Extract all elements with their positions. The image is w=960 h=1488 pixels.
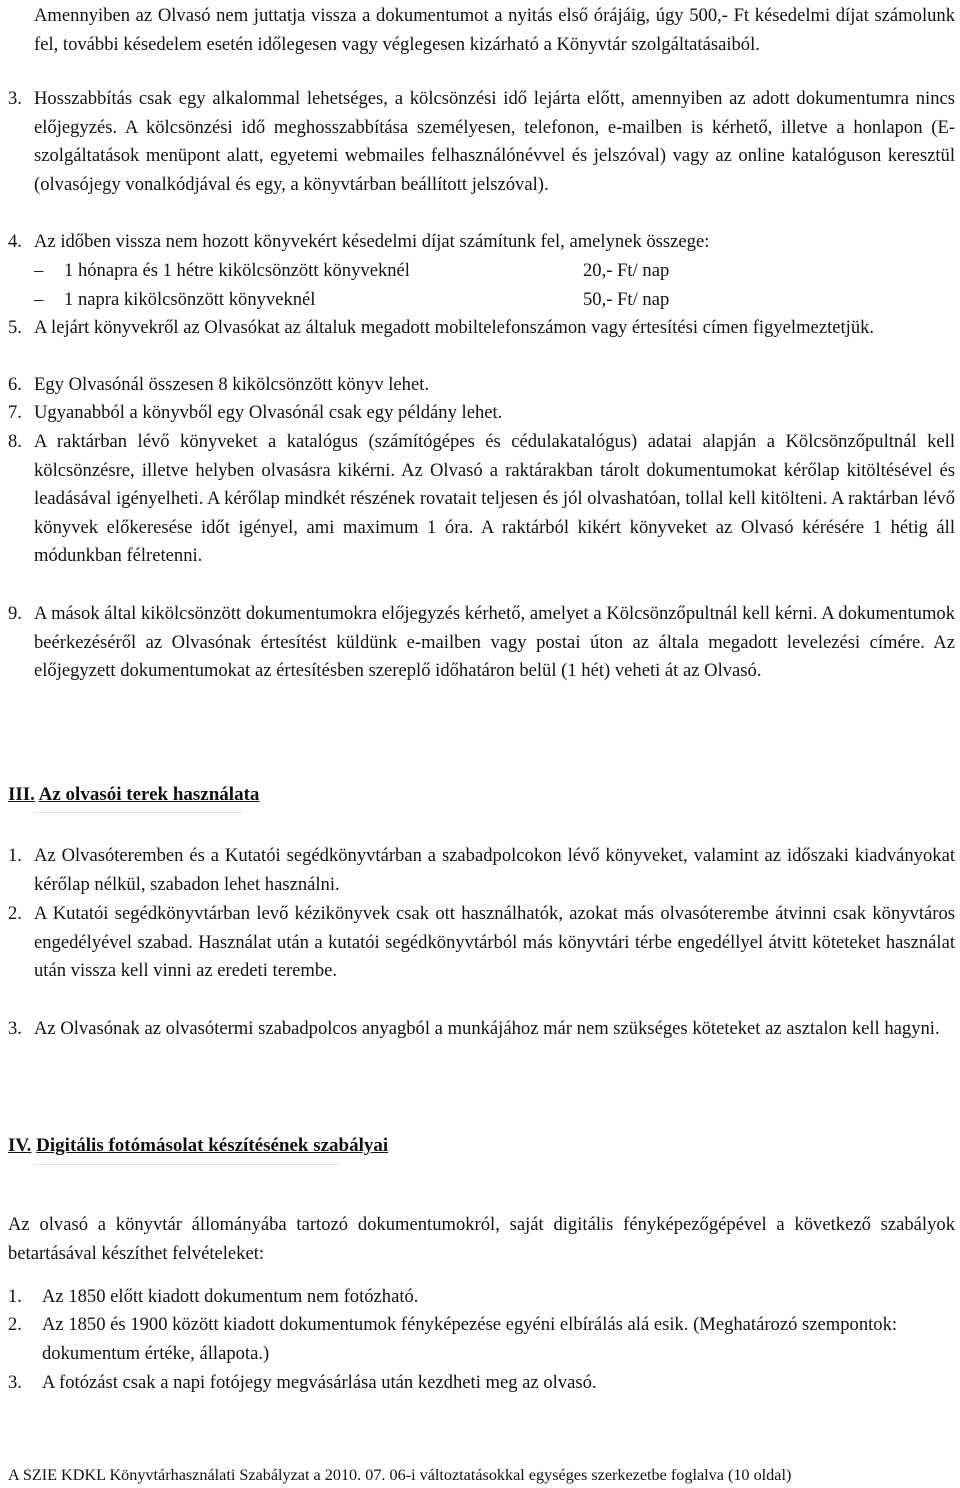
- item-text: A Kutatói segédkönyvtárban levő kézikönyvek csak ott használhatók, azokat más olvasóterembe átvinni csak könyvtáros engedélyével szabad. Használat után a kutatói segédkönyvtárból más könyvtári térbe engedéllyel átvitt köteteket használat után vissza kell vinni az eredeti terembe.: [34, 903, 955, 981]
- item-text: Az időben vissza nem hozott könyvekért késedelmi díjat számítunk fel, amelynek összege:: [34, 231, 710, 252]
- rule-item: [8, 600, 955, 686]
- heading-rule: [34, 812, 242, 813]
- rule-item: [8, 399, 955, 428]
- list-item: [8, 900, 955, 986]
- section-title: Digitális fotómásolat készítésének szabályai: [36, 1135, 389, 1156]
- section-intro: [8, 1211, 955, 1268]
- list-item: [8, 1015, 955, 1044]
- fee-row: [34, 286, 734, 314]
- fee-label: 1 napra kikölcsönzött könyveknél: [64, 289, 316, 310]
- fee-amount: 50,- Ft/ nap: [583, 289, 670, 310]
- item-number: 7.: [8, 402, 22, 423]
- list-item: [8, 1311, 955, 1368]
- list-item: [8, 842, 955, 899]
- item-text: A raktárban lévő könyveket a katalógus (számítógépes és cédulakatalógus) adatai alapján a Kölcsönzőpultnál kell kölcsönzésre, illetve helyben olvasásra kikérni. Az Olvasó a raktárakban tárolt dokumentumokat kérőlap kitöltésével és leadásával igényelheti. A kérőlap mindkét részének rovatait teljesen és jól olvashatóan, tollal kell kitölteni. A raktárban lévő könyvek előkeresése időt igényel, ami maximum 1 óra. A raktárból kikért könyveket az Olvasó kérésére 1 hétig áll módunkban félretenni.: [34, 431, 955, 566]
- item-text: A lejárt könyvekről az Olvasókat az általuk megadott mobiltelefonszámon vagy értesítési címen figyelmeztetjük.: [34, 317, 875, 338]
- item-text: A mások által kikölcsönzött dokumentumokra előjegyzés kérhető, amelyet a Kölcsönzőpultnál kell kérni. A dokumentumok beérkezéséről az Olvasónak értesítést küldünk e-mailben vagy postai úton az általa megadott levelezési címére. Az előjegyzett dokumentumokat az értesítésben szereplő időhatáron belül (1 hét) veheti át az Olvasó.: [34, 603, 955, 681]
- item-number: 3.: [8, 1372, 22, 1393]
- item-number: 6.: [8, 374, 22, 395]
- item-text: Az 1850 előtt kiadott dokumentum nem fotózható.: [42, 1286, 419, 1307]
- item-text: A fotózást csak a napi fotójegy megvásárlása után kezdheti meg az olvasó.: [42, 1372, 597, 1393]
- item-number: 8.: [8, 431, 22, 452]
- item-number: 2.: [8, 1314, 22, 1335]
- item-number: 5.: [8, 317, 22, 338]
- item-text: Egy Olvasónál összesen 8 kikölcsönzött könyv lehet.: [34, 374, 430, 395]
- rule-item: [8, 85, 955, 199]
- item-text: Ugyanabból a könyvből egy Olvasónál csak egy példány lehet.: [34, 402, 503, 423]
- rule-item: [8, 228, 955, 257]
- item-number: 3.: [8, 88, 22, 109]
- section-title: Az olvasói terek használata: [38, 784, 260, 805]
- item-text: Az Olvasóteremben és a Kutatói segédkönyvtárban a szabadpolcokon lévő könyveket, valamint az időszaki kiadványokat kérőlap nélkül, szabadon lehet használni.: [34, 845, 955, 895]
- dash-bullet: –: [34, 289, 44, 310]
- heading-rule: [34, 1164, 340, 1165]
- rule-item: [8, 428, 955, 571]
- continuation-paragraph: [34, 2, 955, 59]
- item-text: Az Olvasónak az olvasótermi szabadpolcos anyagból a munkájához már nem szükséges köteteket az asztalon kell hagyni.: [34, 1018, 940, 1039]
- section-number: III.: [8, 784, 35, 805]
- section-heading: [8, 781, 259, 809]
- section-heading: [8, 1132, 388, 1160]
- item-number: 4.: [8, 231, 22, 252]
- fee-row: [34, 257, 734, 285]
- item-number: 9.: [8, 603, 22, 624]
- rule-item: [8, 314, 955, 343]
- fee-label: 1 hónapra és 1 hétre kikölcsönzött könyveknél: [64, 260, 410, 281]
- dash-bullet: –: [34, 260, 44, 281]
- item-text: Az 1850 és 1900 között kiadott dokumentumok fényképezése egyéni elbírálás alá esik. (Meghatározó szempontok: dokumentum értéke, állapota.): [42, 1314, 898, 1364]
- item-number: 2.: [8, 903, 22, 924]
- footer-text: A SZIE KDKL Könyvtárhasználati Szabályzat a 2010. 07. 06-i változtatásokkal egységes szerkezetbe foglalva (10 oldal): [8, 1466, 792, 1484]
- item-number: 3.: [8, 1018, 22, 1039]
- fee-amount: 20,- Ft/ nap: [583, 260, 670, 281]
- paragraph-text: Amennyiben az Olvasó nem juttatja vissza a dokumentumot a nyitás első órájáig, úgy 500,- Ft késedelmi díjat számolunk fel, további késedelem esetén időlegesen vagy véglegesen kizárható a Könyvtár szolgáltatásaiból.: [34, 5, 955, 55]
- page-footer: [8, 1465, 955, 1485]
- item-number: 1.: [8, 1286, 22, 1307]
- section-number: IV.: [8, 1135, 32, 1156]
- list-item: [8, 1283, 955, 1312]
- intro-text: Az olvasó a könyvtár állományába tartozó dokumentumokról, saját digitális fényképezőgépével a következő szabályok betartásával készíthet felvételeket:: [8, 1214, 955, 1264]
- item-text: Hosszabbítás csak egy alkalommal lehetséges, a kölcsönzési idő lejárta előtt, amennyiben az adott dokumentumra nincs előjegyzés. A kölcsönzési idő meghosszabbítása személyesen, telefonon, e-mailben is kérhető, illetve a honlapon (E-szolgáltatások menüpont alatt, egyetemi webmailes felhasználónévvel és jelszóval) vagy az online katalóguson keresztül (olvasójegy vonalkódjával és egy, a könyvtárban beállított jelszóval).: [34, 88, 955, 195]
- list-item: [8, 1369, 955, 1398]
- item-number: 1.: [8, 845, 22, 866]
- rule-item: [8, 371, 955, 400]
